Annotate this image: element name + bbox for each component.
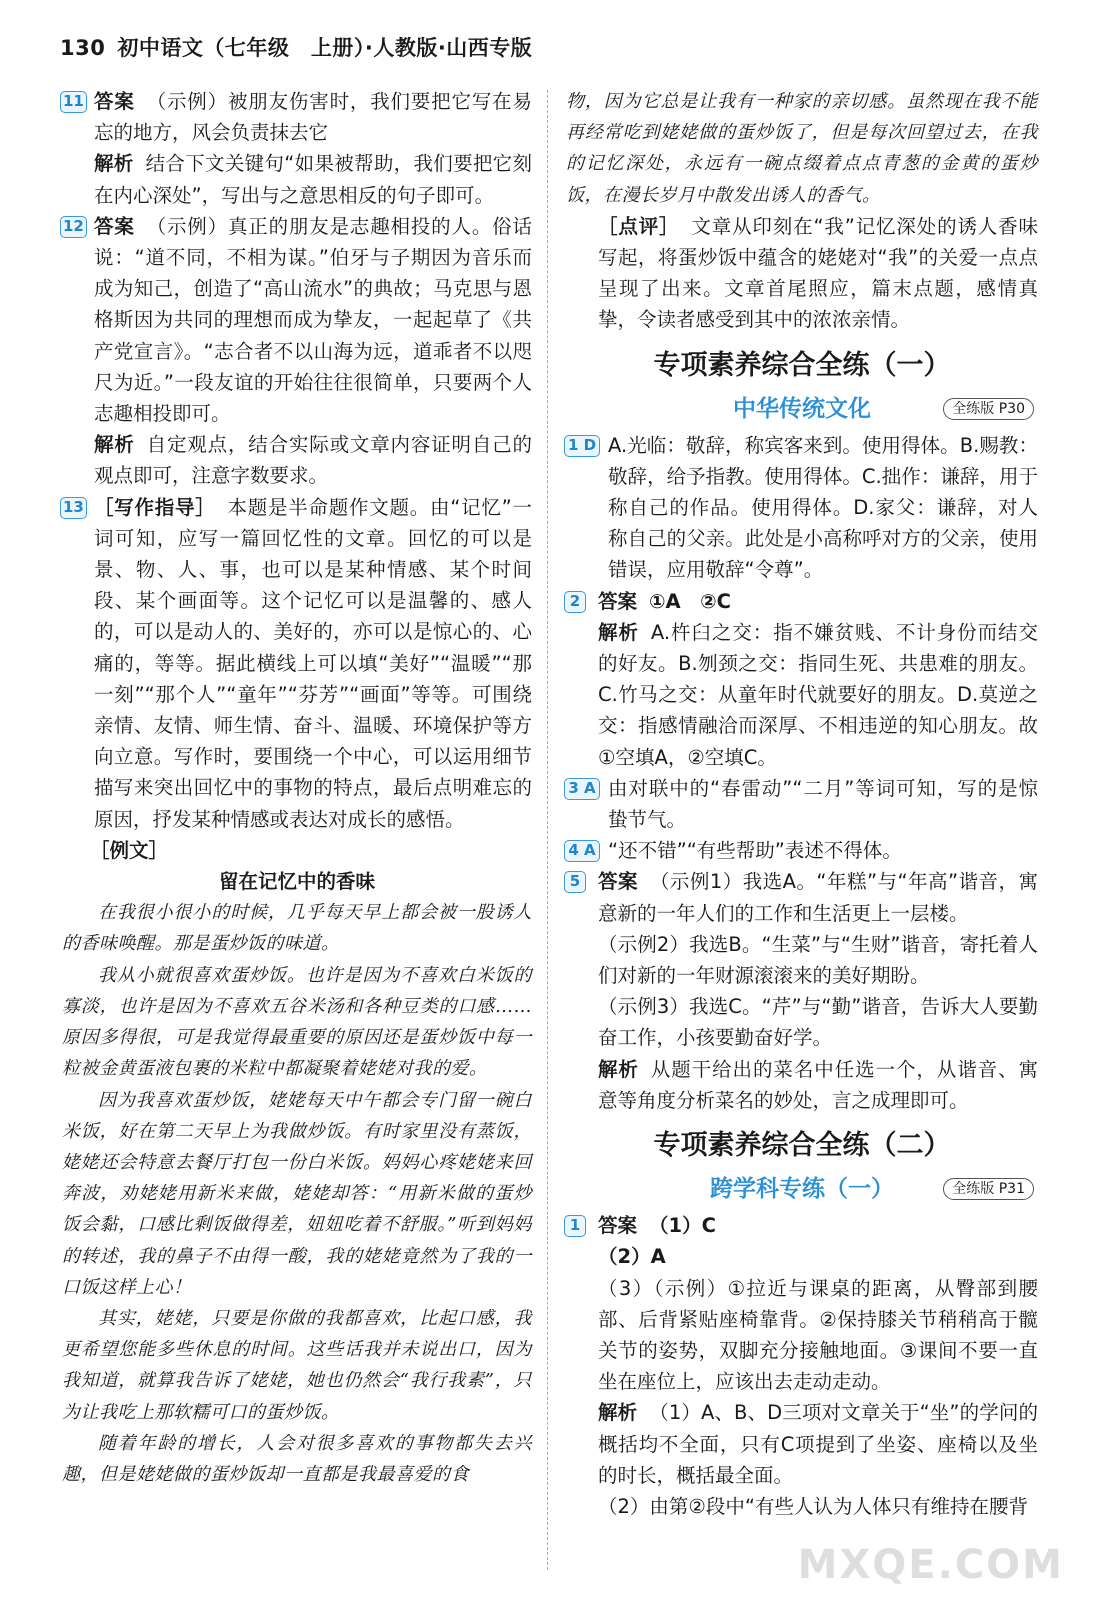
section-subtitle: 跨学科专练（一） <box>710 1176 894 1203</box>
section-title-1: 专项素养综合全练（一） <box>653 349 951 381</box>
analysis-text: A.杵臼之交：指不嫌贫贱、不计身份而结交的好友。B.刎颈之交：指同生死、共患难的朋友。C.竹马之交：从童年时代就要好的朋友。D.莫逆之交：指感情融洽而深厚、不相违逆的知心朋友。故①空填A，②空填C。 <box>598 620 1038 769</box>
question-13 <box>62 492 532 835</box>
section-subtitle-row-1 <box>566 390 1038 428</box>
answer-label: 答案 <box>598 589 638 613</box>
analysis-label: 解析 <box>598 1057 639 1081</box>
analysis-text: （2）由第②段中“有些人认为人体只有维持在腰背 <box>598 1494 1028 1518</box>
analysis-text: 从题干给出的菜名中任选一个，从谐音、寓意等角度分析菜名的妙处，言之成理即可。 <box>598 1057 1038 1112</box>
guide-label: ［写作指导］ <box>94 495 216 519</box>
answer-label: 答案 <box>94 90 135 113</box>
analysis-text: （1）A、B、D三项对文章关于“坐”的学问的概括均不全面，只有C项提到了坐姿、座椅以及坐的时长，概括最全面。 <box>598 1401 1038 1487</box>
question-number: 4 A <box>564 840 600 862</box>
page-number: 130 <box>60 36 106 60</box>
essay-title: 留在记忆中的香味 <box>218 870 375 894</box>
page-reference-badge: 全练版 P30 <box>943 398 1034 420</box>
analysis-label: 解析 <box>94 152 134 176</box>
answer-label: 答案 <box>598 1214 638 1238</box>
analysis-label: 解析 <box>598 1401 638 1425</box>
analysis-text: 自定观点，结合实际或文章内容证明自己的观点即可，注意字数要求。 <box>94 433 532 488</box>
answer-text: ①A ②C <box>649 589 731 613</box>
section-subtitle: 中华传统文化 <box>733 395 871 422</box>
page-reference-badge: 全练版 P31 <box>943 1178 1034 1200</box>
page-header <box>60 32 532 62</box>
question-number: 11 <box>60 91 87 113</box>
essay-paragraph: 随着年龄的增长，人会对很多喜欢的事物都失去兴趣，但是姥姥做的蛋炒饭却一直都是我最喜爱的食 <box>62 1432 532 1485</box>
s2-question-1 <box>566 1210 1038 1522</box>
answer-text: （示例）真正的朋友是志趣相投的人。俗话说：“道不同，不相为谋。”伯牙与子期因为音乐而成为知己，创造了“高山流水”的典故；马克思与恩格斯因为共同的理想而成为挚友，一起起草了《共产党宣言》。“志合者不以山海为远，道乖者不以咫尺为近。”一段友谊的开始往往很简单，只要两个人志趣相投即可。 <box>94 214 532 426</box>
answer-text: （1）C <box>649 1214 716 1238</box>
section-subtitle-row-2 <box>566 1170 1038 1208</box>
guide-text: 本题是半命题作文题。由“记忆”一词可知，应写一篇回忆性的文章。回忆的可以是景、物、人、事，也可以是某种情感、某个时间段、某个画面等。这个记忆可以是温馨的、感人的，可以是动人的、美好的，亦可以是惊心的、心痛的，等等。据此横线上可以填“美好”“温暖”“那一刻”“那个人”“童年”“芬芳”“画面”等等。可围绕亲情、友情、师生情、奋斗、温暖、环境保护等方向立意。写作时，要围绕一个中心，可以运用细节描写来突出回忆中的事物的特点，最后点明难忘的原因，抒发某种情感或表达对成长的感悟。 <box>94 495 532 831</box>
analysis-label: 解析 <box>598 620 639 644</box>
question-number: 12 <box>60 216 87 238</box>
left-column <box>62 86 532 1490</box>
essay-continuation <box>566 86 1038 211</box>
s1-question-1 <box>566 430 1038 586</box>
question-number: 2 <box>564 591 586 613</box>
answer-text: A.光临：敬辞，称宾客来到。使用得体。B.赐教：敬辞，给予指教。使用得体。C.拙作：谦辞，用于称自己的作品。使用得体。D.家父：谦辞，对人称自己的父亲。此处是小高称呼对方的父亲，使用错误，应用敬辞“令尊”。 <box>608 433 1038 582</box>
essay-paragraph: 我从小就很喜欢蛋炒饭。也许是因为不喜欢白米饭的寡淡，也许是因为不喜欢五谷米汤和各种豆类的口感……原因多得很，可是我觉得最重要的原因还是蛋炒饭中每一粒被金黄蛋液包裹的米粒中都凝聚着姥姥对我的爱。 <box>62 964 532 1080</box>
column-divider <box>547 90 548 1570</box>
answer-text: （2）A <box>598 1245 666 1269</box>
s1-question-5 <box>566 866 1038 1116</box>
right-column <box>566 86 1038 1522</box>
question-number: 1 D <box>564 435 600 457</box>
question-11 <box>62 86 532 211</box>
question-number: 1 <box>564 1215 586 1237</box>
question-number: 13 <box>60 497 87 519</box>
answer-text: （3）（示例）①拉近与课桌的距离，从臀部到腰部、后背紧贴座椅靠背。②保持膝关节稍稍高于髋关节的姿势，双脚充分接触地面。③课间不要一直坐在座位上，应该出去走动走动。 <box>598 1276 1038 1394</box>
comment-text: 文章从印刻在“我”记忆深处的诱人香味写起，将蛋炒饭中蕴含的姥姥对“我”的关爱一点点呈现了出来。文章首尾照应，篇末点题，感情真挚，令读者感受到其中的浓浓亲情。 <box>598 214 1038 332</box>
answer-text: （示例2）我选B。“生菜”与“生财”谐音，寄托着人们对新的一年财源滚滚来的美好期盼。 <box>598 932 1038 988</box>
essay-body <box>62 897 532 1490</box>
s1-question-3 <box>566 773 1038 835</box>
analysis-text: 结合下文关键句“如果被帮助，我们要把它刻在内心深处”，写出与之意思相反的句子即可。 <box>94 152 532 207</box>
watermark: MXQE.COM <box>797 1542 1064 1588</box>
example-label: ［例文］ <box>90 838 169 862</box>
answer-text: 由对联中的“春雷动”“二月”等词可知，写的是惊蛰节气。 <box>608 776 1038 832</box>
section-title-2: 专项素养综合全练（二） <box>653 1130 951 1162</box>
answer-text: （示例）被朋友伤害时，我们要把它写在易忘的地方，风会负责抹去它 <box>94 90 532 145</box>
s1-question-4 <box>566 835 1038 866</box>
answer-text: “还不错”“有些帮助”表述不得体。 <box>608 839 902 863</box>
essay-paragraph: 在我很小很小的时候，几乎每天早上都会被一股诱人的香味唤醒。那是蛋炒饭的味道。 <box>62 902 532 955</box>
question-12 <box>62 211 532 492</box>
answer-text: （示例1）我选A。“年糕”与“年高”谐音，寓意新的一年人们的工作和生活更上一层楼。 <box>598 870 1038 925</box>
essay-paragraph: 其实，姥姥，只要是你做的我都喜欢，比起口感，我更希望您能多些休息的时间。这些话我并未说出口，因为我知道，就算我告诉了姥姥，她也仍然会“我行我素”，只为让我吃上那软糯可口的蛋炒饭。 <box>62 1307 532 1423</box>
question-number: 5 <box>564 871 586 893</box>
answer-text: （示例3）我选C。“芹”与“勤”谐音，告诉大人要勤奋工作，小孩要勤奋好学。 <box>598 995 1038 1050</box>
comment-label: ［点评］ <box>598 214 680 238</box>
essay-paragraph: 物，因为它总是让我有一种家的亲切感。虽然现在我不能再经常吃到姥姥做的蛋炒饭了，但是每次回望过去，在我的记忆深处，永远有一碗点缀着点点青葱的金黄的蛋炒饭，在漫长岁月中散发出诱人的香气。 <box>566 91 1038 206</box>
answer-label: 答案 <box>598 870 638 894</box>
answer-label: 答案 <box>94 214 135 238</box>
book-title: 初中语文（七年级 上册）·人教版·山西专版 <box>117 36 533 60</box>
question-number: 3 A <box>564 778 600 800</box>
s1-question-2 <box>566 586 1038 773</box>
essay-paragraph: 因为我喜欢蛋炒饭，姥姥每天中午都会专门留一碗白米饭，好在第二天早上为我做炒饭。有时家里没有蒸饭，姥姥还会特意去餐厅打包一份白米饭。妈妈心疼姥姥来回奔波，劝姥姥用新米来做，姥姥却答：“用新米做的蛋炒饭会黏，口感比剩饭做得差，妞妞吃着不舒服。”听到妈妈的转述，我的鼻子不由得一酸，我的姥姥竟然为了我的一口饭这样上心！ <box>62 1089 532 1298</box>
analysis-label: 解析 <box>94 433 135 457</box>
comment <box>566 211 1038 336</box>
